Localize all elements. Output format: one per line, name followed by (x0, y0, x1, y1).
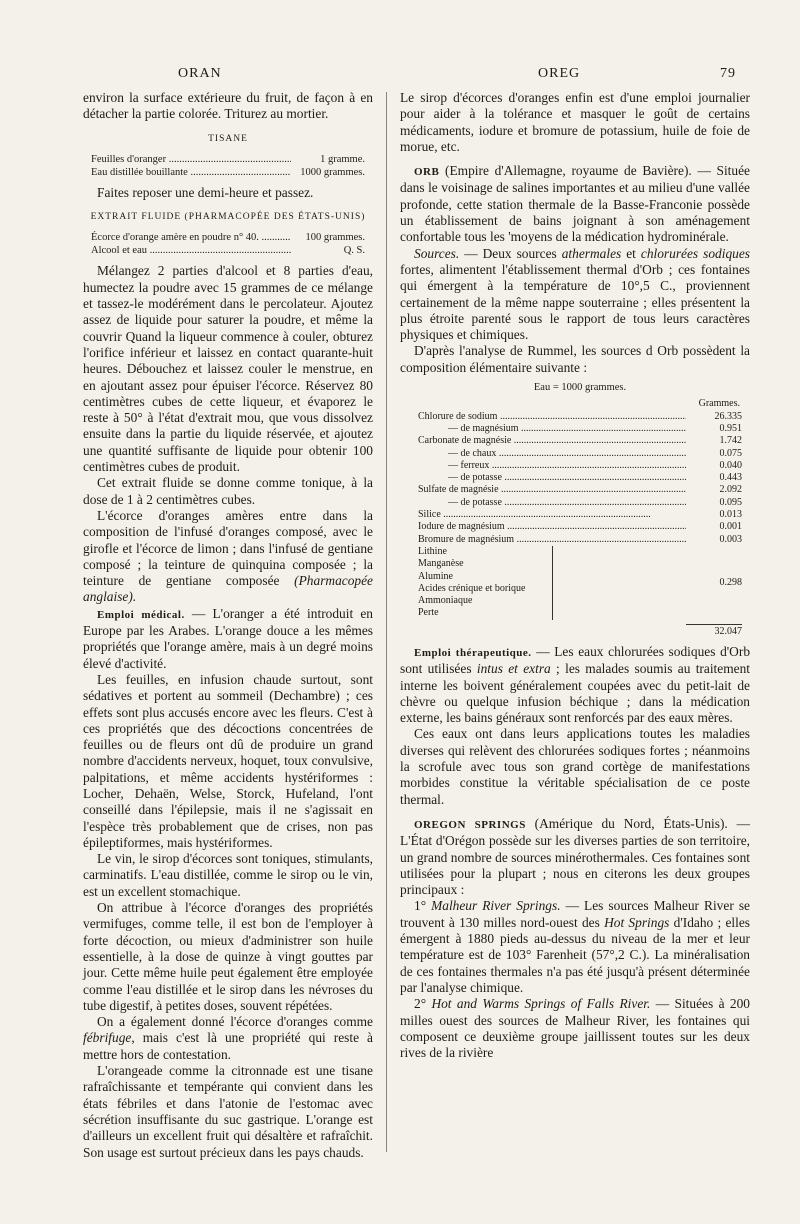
ingredient-name: Alcool et eau ..... (91, 244, 291, 257)
text-run: — Les eaux chlorurées sodiques d'Orb sont utilisées (400, 643, 751, 677)
text-run: — Situées à 200 milles ouest des sources de Malheur River, les fontaines qui composent ce deuxième groupe jaillissent toutes sur les deux rives de la rivière (400, 996, 750, 1061)
table-row (418, 448, 742, 460)
entry-term: OREGON SPRINGS (414, 818, 526, 831)
compound-name: Chlorure de sodium ..... (418, 411, 686, 423)
ingredient-quantity: 100 grammes. (305, 232, 365, 244)
compound-value: 0.443 (719, 472, 742, 484)
compound-name: Carbonate de magnésie ..... (418, 435, 686, 447)
composition-table (418, 382, 742, 638)
ingredient-name: Écorce d'orange amère en poudre n° 40. ..... (91, 231, 291, 244)
paragraph: Cet extrait fluide se donne comme tonique, à la dose de 1 à 2 centimètres cubes. (83, 475, 373, 507)
italic-text: Malheur River Springs. (431, 898, 561, 914)
text-run: fortes, alimentent l'établissement thermal d'Orb ; ces fontaines qui émergent à la température de 10°,5 C., proviennent certainement de la même nappe souterraine ; elles présentent la plus étroite parenté sous le rapport de tous leurs caractères physiques et chimiques. (400, 261, 750, 343)
compound-name: Silice ..... (418, 509, 686, 521)
group-item: Alumine (418, 570, 453, 582)
column-divider (386, 92, 387, 1152)
table-row (418, 534, 742, 546)
compound-value: 1.742 (719, 435, 742, 447)
header-right-word: OREG (538, 66, 581, 81)
compound-name: — de potasse ..... (418, 497, 686, 509)
ingredient-name: Feuilles d'oranger ..... (91, 153, 291, 166)
italic-text: chlorurées sodiques (640, 245, 750, 261)
table-row (418, 484, 742, 496)
compound-value: 0.075 (719, 447, 742, 459)
compound-value: 0.951 (719, 422, 742, 434)
text-run: et (621, 245, 641, 261)
compound-value: 26.335 (714, 410, 742, 422)
text-run: ; les malades soumis au traitement interne les boivent généralement coupées avec du petit-lait de chèvre ou quelque infusion béchique ; dans la médication externe, les bains généraux sont renforcés par des eaux mères. (400, 661, 750, 726)
ingredient-quantity: 1000 grammes. (300, 166, 365, 178)
group-item: Ammoniaque (418, 595, 473, 607)
italic-text: (Pharmacopée anglaise). (83, 573, 373, 605)
table-group (418, 546, 742, 620)
italic-text: Hot and Warms Springs of Falls River. (431, 996, 651, 1012)
compound-value: 0.040 (719, 459, 742, 471)
table-rows (418, 411, 742, 546)
section-term: Emploi thérapeutique. (414, 646, 532, 659)
paragraph (83, 606, 373, 672)
compound-name: — de chaux ..... (418, 448, 686, 460)
paragraph (400, 898, 750, 996)
text-run: , mais c'est là une propriété qui reste à mettre hors de contestation. (83, 1030, 373, 1062)
paragraph: On attribue à l'écorce d'oranges des propriétés vermifuges, comme telle, il est bon de l'employer à forte décoction, ou mieux d'administrer son huile essentielle, à la dose de quinze à vingt gouttes par jour. Cette même huile peut également être employée comme l'eau distillée et le sirop dans les névroses du tube digestif, à petites doses, souvent répétées. (83, 900, 373, 1013)
extrait-recipe (91, 231, 365, 257)
italic-text: athermales (561, 245, 622, 261)
compound-name: — de potasse ..... (418, 472, 686, 484)
group-item: Lithine (418, 545, 447, 557)
compound-name: — ferreux ..... (418, 460, 686, 472)
group-names (418, 546, 553, 620)
compound-value: 0.003 (719, 533, 742, 545)
paragraph: Le vin, le sirop d'écorces sont toniques, stimulants, carminatifs. L'eau distillée, comme le sirop ou le vin, est un excellent stomachique. (83, 851, 373, 899)
ingredient-quantity: 1 gramme. (320, 153, 365, 165)
header-left-word: ORAN (178, 66, 222, 81)
compound-name: Sulfate de magnésie ..... (418, 484, 686, 496)
italic-text: Hot Springs (604, 914, 670, 930)
paragraph: L'orangeade comme la citronnade est une tisane rafraîchissante et tempérante qui convient dans les états fébriles et dans l'atonie de l'estomac avec sécrétion insuffisante du suc gastrique. L'orange est d'ailleurs un excellent fruit qui désaltère et rafraîchit. Son usage est surtout précieux dans les pays chauds. (83, 1063, 373, 1160)
paragraph (83, 508, 373, 606)
paragraph: Les feuilles, en infusion chaude surtout, sont sédatives et portent au sommeil (Dechambre) ; ces effets sont plus accusés encore avec les fleurs. C'est à ces propriétés que des décoctions concentrées de feuilles ou de fleurs ont dû de produire un grand nombre d'accidents nerveux, hoquet, toux convulsive, palpitations, et même accidents hystériformes : Locher, Dehaën, Welse, Storck, Hufeland, l'ont conseillé dans l'épilepsie, mais il ne s'agissait en l'espèce très probablement que de crises, non pas épileptiformes, mais hystériformes. (83, 671, 373, 850)
paragraph: Ces eaux ont dans leurs applications toutes les maladies diverses qui relèvent des chlorurées sodiques fortes ; néanmoins la scrofule avec tous son grand cortège de manifestations morbides constitue la véritable spécialisation de ce poste thermal. (400, 726, 750, 807)
tisane-recipe (91, 153, 365, 179)
text-run: — Deux sources (459, 245, 562, 261)
recipe-row (91, 244, 365, 257)
paragraph: Mélangez 2 parties d'alcool et 8 parties d'eau, humectez la poudre avec 15 grammes de ce mélange et tassez-le modérément dans le percolateur. Ajoutez assez de liquide pour saturer la poudre, et même la couvrir Quand la liqueur commence à couler, obturez l'orifice inférieur et laissez en contact quarante-huit heures. Débouchez et laissez couler le menstrue, en en ajoutant assez pour épuiser l'écorce. Réservez 80 centimètres cubes de cette liqueur, et évaporez le reste à 50° à l'état d'extrait mou, que vous dissolvez ensuite dans la partie du liquide réservée, et ajoutez une quantité suffisante de liquide pour obtenir 100 centimètres cubes de produit. (83, 263, 373, 475)
group-item: Perte (418, 607, 439, 619)
paragraph (400, 163, 750, 245)
extrait-heading: EXTRAIT FLUIDE (PHARMACOPÉE DES ÉTATS-UNIS) (90, 212, 366, 223)
compound-name: Bromure de magnésium ..... (418, 534, 686, 546)
recipe-row (91, 231, 365, 244)
compound-value: 0.001 (719, 521, 742, 533)
entry-term: ORB (414, 166, 440, 179)
table-row (418, 460, 742, 472)
italic-text: intus et extra (476, 661, 551, 677)
table-row (418, 435, 742, 447)
compound-value: 0.013 (719, 509, 742, 521)
compound-name: — de magnésium ..... (418, 423, 686, 435)
table-row (418, 423, 742, 435)
table-caption: Eau = 1000 grammes. (533, 382, 627, 394)
text-run: 2° (414, 996, 432, 1012)
running-header (0, 66, 800, 88)
paragraph (83, 1014, 373, 1063)
table-total (418, 624, 742, 638)
text-run: d'Idaho ; elles émergent à 1880 pieds au-dessus du niveau de la mer et leur température est de 103° Farenheit (57°,2 C.). La minéralisation de ces fontaines thermales n'a pas été jusqu'à présent déterminée par l'analyse chimique. (400, 914, 751, 995)
italic-text: fébrifuge (83, 1030, 132, 1046)
page-number: 79 (720, 66, 736, 81)
left-column (83, 90, 373, 1161)
paragraph (400, 996, 750, 1061)
group-item: Acides crénique et borique (418, 582, 526, 594)
paragraph (400, 246, 750, 344)
tisane-heading: TISANE (208, 133, 248, 144)
table-row (418, 521, 742, 533)
compound-value: 0.095 (719, 496, 742, 508)
table-row (418, 472, 742, 484)
table-row (418, 509, 742, 521)
paragraph (400, 816, 750, 898)
compound-value: 2.092 (719, 484, 742, 496)
compound-name: Iodure de magnésium ..... (418, 521, 686, 533)
text-run: — Les sources Malheur River se trouvent à 130 milles nord-ouest des (400, 898, 750, 930)
text-run: (Empire d'Allemagne, royaume de Bavière). — Située dans le voisinage de salines importantes et au milieu d'une vallée profonde, cette station thermale de la Basse-Franconie possède un établissement de bains joignant à son aménagement confortable tous les 'moyens de la médication hydrominérale. (400, 163, 750, 245)
paragraph: Faites reposer une demi-heure et passez. (97, 184, 314, 200)
section-term: Emploi médical. (97, 608, 185, 621)
text-run: (Amérique du Nord, États-Unis). — L'État d'Orégon possède sur les diverses parties de son territoire, un grand nombre de sources minérothermales. Ces fontaines sont utilisées pour la plupart ; nous en citerons les deux groupes principaux : (400, 815, 750, 898)
table-unit: Grammes. (698, 398, 740, 410)
ingredient-quantity: Q. S. (343, 245, 365, 257)
italic-text: Sources. (414, 245, 460, 261)
paragraph: D'après l'analyse de Rummel, les sources d Orb possèdent la composition élémentaire suivante : (400, 343, 750, 375)
recipe-row (91, 153, 365, 166)
paragraph: environ la surface extérieure du fruit, de façon à en détacher la partie colorée. Triturez au mortier. (83, 90, 373, 122)
text-run: 1° (414, 898, 432, 914)
text-run: L'écorce d'oranges amères entre dans la composition de l'infusé d'oranges composé, avec le girofle et l'écorce de limon ; dans l'infusé de gentiane composé ; la teinture de quinquina composée ; la teinture de gentiane composée (83, 507, 373, 589)
text-run: — L'oranger a été introduit en Europe par les Arabes. L'orange douce a les mêmes propriétés que l'orange amère, mais à un degré moins élevé d'activité. (83, 605, 374, 671)
text-run: On a également donné l'écorce d'oranges comme (97, 1014, 373, 1030)
right-column (400, 90, 750, 1061)
recipe-row (91, 166, 365, 179)
group-value: 0.298 (719, 576, 742, 588)
table-row (418, 411, 742, 423)
paragraph: Le sirop d'écorces d'oranges enfin est d'une emploi journalier pour aider à la tolérance et masquer le goût de certains médicaments, iodure et bromure de potassium, huile de foie de morue, etc. (400, 90, 750, 154)
paragraph (400, 644, 750, 726)
total-value: 32.047 (686, 624, 742, 638)
group-item: Manganèse (418, 558, 464, 570)
table-row (418, 497, 742, 509)
ingredient-name: Eau distillée bouillante ..... (91, 166, 291, 179)
